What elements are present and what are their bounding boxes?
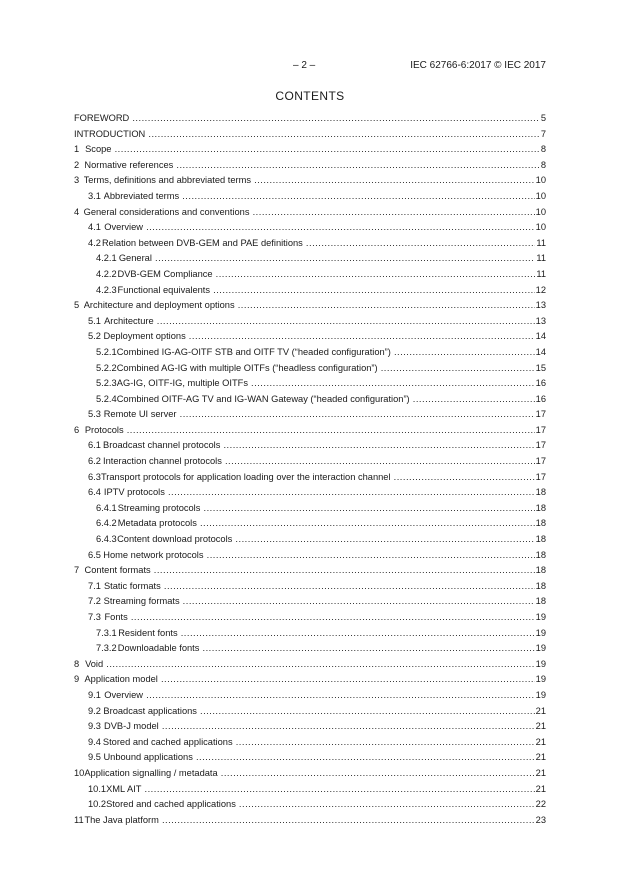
toc-entry-page: 22 bbox=[535, 799, 546, 810]
toc-entry-title: Broadcast applications ..... bbox=[103, 704, 534, 720]
toc-entry-title: Combined OITF-AG TV and IG-WAN Gateway (“headed configuration”) ..... bbox=[117, 392, 535, 408]
toc-entry-number: 10.2 bbox=[88, 799, 107, 810]
toc-entry-number: 7.1 bbox=[88, 580, 101, 591]
toc-entry-title: Combined IG-AG-OITF STB and OITF TV (“headed configuration”) ..... bbox=[117, 345, 535, 361]
toc-entry-page: 11 bbox=[536, 253, 546, 264]
toc-entry-title: Stored and cached applications ..... bbox=[106, 797, 535, 813]
toc-entry-number: 6.4.1 bbox=[96, 502, 117, 513]
toc-entry-number: 6.1 bbox=[88, 440, 101, 451]
toc-entry-page: 18 bbox=[535, 565, 546, 576]
toc-entry-title: Void ..... bbox=[85, 657, 535, 673]
toc-entry-page: 19 bbox=[535, 674, 546, 685]
toc-entry[interactable] bbox=[74, 158, 546, 174]
toc-entry-page: 18 bbox=[535, 487, 546, 498]
toc-entry[interactable] bbox=[74, 532, 546, 548]
toc-entry-title: Interaction channel protocols ..... bbox=[103, 454, 535, 470]
toc-entry[interactable] bbox=[74, 345, 546, 361]
toc-entry-page: 10 bbox=[535, 206, 546, 217]
toc-entry-title: Home network protocols ..... bbox=[103, 548, 534, 564]
toc-entry-title: DVB-J model ..... bbox=[104, 719, 535, 735]
toc-entry-number: 5.3 bbox=[88, 409, 101, 420]
toc-entry-number: 11 bbox=[74, 814, 84, 825]
toc-entry[interactable] bbox=[74, 407, 546, 423]
toc-entry-title: Static formats ..... bbox=[104, 579, 535, 595]
toc-entry[interactable] bbox=[74, 127, 546, 143]
toc-entry-title: FOREWORD ..... bbox=[74, 111, 540, 127]
toc-entry-title: General ..... bbox=[119, 251, 536, 267]
toc-entry[interactable] bbox=[74, 376, 546, 392]
toc-entry-title: Application model ..... bbox=[84, 672, 534, 688]
toc-entry[interactable] bbox=[74, 579, 546, 595]
toc-entry-page: 7 bbox=[540, 128, 546, 139]
toc-entry[interactable] bbox=[74, 111, 546, 127]
toc-entry-number: 7.3 bbox=[88, 612, 101, 622]
toc-entry-title: Overview ..... bbox=[104, 688, 534, 704]
toc-entry[interactable] bbox=[74, 501, 546, 517]
toc-entry-title: Scope ..... bbox=[85, 142, 540, 158]
toc-entry[interactable] bbox=[74, 704, 546, 720]
toc-entry-title: IPTV protocols ..... bbox=[104, 485, 535, 501]
toc-entry-title: XML AIT ..... bbox=[106, 782, 535, 798]
toc-entry[interactable] bbox=[74, 392, 546, 408]
toc-entry[interactable] bbox=[74, 189, 546, 205]
toc-entry-page: 13 bbox=[535, 315, 546, 326]
toc-entry-page: 14 bbox=[535, 331, 546, 342]
toc-entry-page: 18 bbox=[535, 534, 546, 545]
toc-entry-title: Stored and cached applications ..... bbox=[103, 735, 535, 751]
toc-entry-number: 6.2 bbox=[88, 456, 101, 467]
toc-entry-page: 5 bbox=[540, 113, 546, 123]
toc-entry-page: 10 bbox=[535, 175, 546, 186]
toc-entry[interactable] bbox=[74, 220, 546, 236]
toc-entry-number: 4 bbox=[74, 206, 80, 217]
toc-entry-page: 21 bbox=[535, 767, 546, 778]
toc-entry-title: INTRODUCTION ..... bbox=[74, 127, 540, 143]
toc-entry[interactable] bbox=[74, 672, 546, 688]
toc-entry-page: 18 bbox=[535, 549, 546, 560]
toc-entry-number: 5.2.1 bbox=[96, 346, 117, 357]
toc-entry-page: 17 bbox=[535, 409, 546, 420]
toc-entry-number: 7.3.2 bbox=[96, 643, 117, 654]
toc-entry-page: 21 bbox=[535, 752, 546, 763]
toc-entry-page: 15 bbox=[535, 362, 546, 373]
toc-entry-title: Downloadable fonts ..... bbox=[118, 641, 535, 657]
toc-entry-number: 9.1 bbox=[88, 689, 101, 700]
toc-entry[interactable] bbox=[74, 470, 546, 486]
toc-entry-number: 2 bbox=[74, 159, 80, 170]
toc-entry[interactable] bbox=[74, 782, 546, 798]
toc-entry[interactable] bbox=[74, 766, 546, 782]
toc-entry[interactable] bbox=[74, 548, 546, 564]
toc-entry-title: Fonts ..... bbox=[105, 610, 535, 626]
toc-entry[interactable] bbox=[74, 298, 546, 314]
toc-entry[interactable] bbox=[74, 657, 546, 673]
toc-entry[interactable] bbox=[74, 485, 546, 501]
toc-entry-number: 3.1 bbox=[88, 190, 101, 201]
toc-entry-title: DVB-GEM Compliance ..... bbox=[118, 267, 536, 283]
toc-entry-title: Streaming protocols ..... bbox=[118, 501, 535, 517]
toc-entry-title: Unbound applications ..... bbox=[103, 750, 534, 766]
toc-entry[interactable] bbox=[74, 563, 546, 579]
toc-entry-page: 10 bbox=[535, 222, 546, 233]
toc-entry-title: Remote UI server ..... bbox=[104, 407, 535, 423]
toc-entry[interactable] bbox=[74, 329, 546, 345]
toc-entry[interactable] bbox=[74, 797, 546, 813]
toc-entry[interactable] bbox=[74, 610, 546, 626]
toc-entry-page: 13 bbox=[535, 300, 546, 311]
toc-entry-page: 18 bbox=[535, 580, 546, 591]
toc-entry-number: 4.2.2 bbox=[96, 268, 117, 279]
toc-entry-number: 7 bbox=[74, 565, 80, 576]
toc-entry-page: 17 bbox=[535, 424, 546, 435]
toc-entry-number: 6.3 bbox=[88, 471, 101, 482]
page-number: – 2 – bbox=[293, 60, 316, 71]
toc-entry-number: 9 bbox=[74, 674, 80, 685]
toc-entry-title: Content formats ..... bbox=[85, 563, 535, 579]
toc-entry-title: Metadata protocols ..... bbox=[118, 516, 535, 532]
toc-entry-title: Resident fonts ..... bbox=[118, 626, 534, 642]
toc-entry[interactable] bbox=[74, 142, 546, 158]
page-title: CONTENTS bbox=[275, 89, 345, 103]
toc-entry-title: Overview ..... bbox=[104, 220, 534, 236]
toc-entry[interactable] bbox=[74, 735, 546, 751]
toc-entry-page: 19 bbox=[535, 612, 546, 622]
toc-entry[interactable] bbox=[74, 267, 546, 283]
toc-entry[interactable] bbox=[74, 594, 546, 610]
toc-entry-title: Relation between DVB-GEM and PAE definitions ..... bbox=[102, 236, 535, 252]
toc-entry[interactable] bbox=[74, 750, 546, 766]
toc-entry-number: 7.3.1 bbox=[96, 627, 117, 638]
toc-entry-title: Normative references ..... bbox=[84, 158, 539, 174]
toc-entry[interactable] bbox=[74, 626, 546, 642]
toc-entry[interactable] bbox=[74, 688, 546, 704]
toc-entry-page: 8 bbox=[540, 159, 546, 170]
toc-entry-page: 21 bbox=[535, 736, 546, 747]
toc-entry[interactable] bbox=[74, 719, 546, 735]
toc-entry[interactable] bbox=[74, 438, 546, 454]
toc-entry-number: 5 bbox=[74, 300, 80, 311]
toc-entry-page: 14 bbox=[535, 346, 546, 357]
toc-entry[interactable] bbox=[74, 236, 546, 252]
toc-entry-page: 18 bbox=[535, 518, 546, 529]
toc-entry-page: 11 bbox=[536, 237, 546, 248]
toc-entry-number: 9.4 bbox=[88, 736, 101, 747]
toc-entry-number: 6.5 bbox=[88, 549, 101, 560]
toc-entry-number: 5.2 bbox=[88, 331, 101, 342]
toc-entry-number: 10 bbox=[74, 767, 85, 778]
toc-entry-title: AG-IG, OITF-IG, multiple OITFs ..... bbox=[117, 376, 535, 392]
toc-entry[interactable] bbox=[74, 283, 546, 299]
toc-entry-title: Broadcast channel protocols ..... bbox=[103, 438, 535, 454]
toc-entry-number: 8 bbox=[74, 658, 80, 669]
toc-entry-number: 7.2 bbox=[88, 596, 101, 607]
toc-entry-number: 6 bbox=[74, 424, 80, 435]
toc-entry-number: 5.2.4 bbox=[96, 393, 117, 404]
toc-entry-title: Functional equivalents ..... bbox=[118, 283, 535, 299]
toc-entry-title: Application signalling / metadata ..... bbox=[84, 766, 534, 782]
toc-entry-page: 17 bbox=[535, 440, 546, 451]
toc-entry-title: General considerations and conventions ..... bbox=[84, 205, 535, 221]
toc-entry-number: 3 bbox=[74, 175, 80, 186]
toc-entry-page: 19 bbox=[535, 627, 546, 638]
toc-entry-page: 17 bbox=[535, 456, 546, 467]
document-reference: IEC 62766-6:2017 © IEC 2017 bbox=[410, 60, 546, 71]
toc-entry[interactable] bbox=[74, 173, 546, 189]
toc-entry-title: Architecture and deployment options ..... bbox=[84, 298, 535, 314]
toc-entry-title: Content download protocols ..... bbox=[117, 532, 535, 548]
toc-entry-number: 5.2.3 bbox=[96, 378, 117, 389]
toc-entry-number: 5.2.2 bbox=[96, 362, 117, 373]
toc-entry[interactable] bbox=[74, 641, 546, 657]
toc-entry-title: Abbreviated terms ..... bbox=[104, 189, 535, 205]
toc-entry-number: 9.5 bbox=[88, 752, 101, 763]
toc-entry[interactable] bbox=[74, 423, 546, 439]
toc-entry-page: 21 bbox=[535, 783, 546, 794]
table-of-contents bbox=[74, 111, 546, 828]
toc-entry-title: Protocols ..... bbox=[85, 423, 535, 439]
toc-entry-page: 23 bbox=[535, 814, 546, 825]
toc-entry-page: 10 bbox=[535, 190, 546, 201]
toc-entry-number: 6.4 bbox=[88, 487, 101, 498]
toc-entry-number: 9.2 bbox=[88, 705, 101, 716]
toc-entry[interactable] bbox=[74, 314, 546, 330]
toc-entry[interactable] bbox=[74, 516, 546, 532]
toc-entry-page: 16 bbox=[535, 393, 546, 404]
toc-entry-page: 11 bbox=[536, 268, 546, 279]
toc-entry-title: Deployment options ..... bbox=[104, 329, 535, 345]
toc-entry-page: 18 bbox=[535, 596, 546, 607]
toc-entry-page: 19 bbox=[535, 689, 546, 700]
toc-entry-page: 16 bbox=[535, 378, 546, 389]
toc-entry[interactable] bbox=[74, 251, 546, 267]
toc-entry-number: 4.2 bbox=[88, 237, 101, 248]
toc-entry[interactable] bbox=[74, 454, 546, 470]
toc-entry-title: The Java platform ..... bbox=[84, 813, 534, 829]
toc-entry-number: 5.1 bbox=[88, 315, 101, 326]
toc-entry-number: 6.4.2 bbox=[96, 518, 117, 529]
toc-entry-page: 19 bbox=[535, 658, 546, 669]
toc-entry-title: Architecture ..... bbox=[104, 314, 535, 330]
toc-entry-title: Streaming formats ..... bbox=[104, 594, 535, 610]
toc-entry[interactable] bbox=[74, 205, 546, 221]
toc-entry-page: 8 bbox=[540, 144, 546, 155]
toc-entry-number: 6.4.3 bbox=[96, 534, 117, 545]
toc-entry-page: 19 bbox=[535, 643, 546, 654]
toc-entry-number: 4.2.1 bbox=[96, 253, 117, 264]
toc-entry-number: 9.3 bbox=[88, 721, 101, 732]
toc-entry-title: Terms, definitions and abbreviated terms ..... bbox=[84, 173, 535, 189]
toc-entry[interactable] bbox=[74, 813, 546, 829]
toc-entry[interactable] bbox=[74, 361, 546, 377]
toc-entry-page: 18 bbox=[535, 502, 546, 513]
toc-entry-number: 1 bbox=[74, 144, 80, 155]
toc-entry-page: 17 bbox=[535, 471, 546, 482]
toc-entry-title: Combined AG-IG with multiple OITFs (“headless configuration”) ..... bbox=[117, 361, 535, 377]
toc-entry-page: 21 bbox=[535, 705, 546, 716]
toc-entry-title: Transport protocols for application loading over the interaction channel ..... bbox=[101, 470, 535, 486]
toc-entry-page: 12 bbox=[535, 284, 546, 295]
toc-entry-number: 4.1 bbox=[88, 222, 101, 233]
toc-entry-page: 21 bbox=[535, 721, 546, 732]
toc-entry-number: 10.1 bbox=[88, 783, 107, 794]
toc-entry-number: 4.2.3 bbox=[96, 284, 117, 295]
